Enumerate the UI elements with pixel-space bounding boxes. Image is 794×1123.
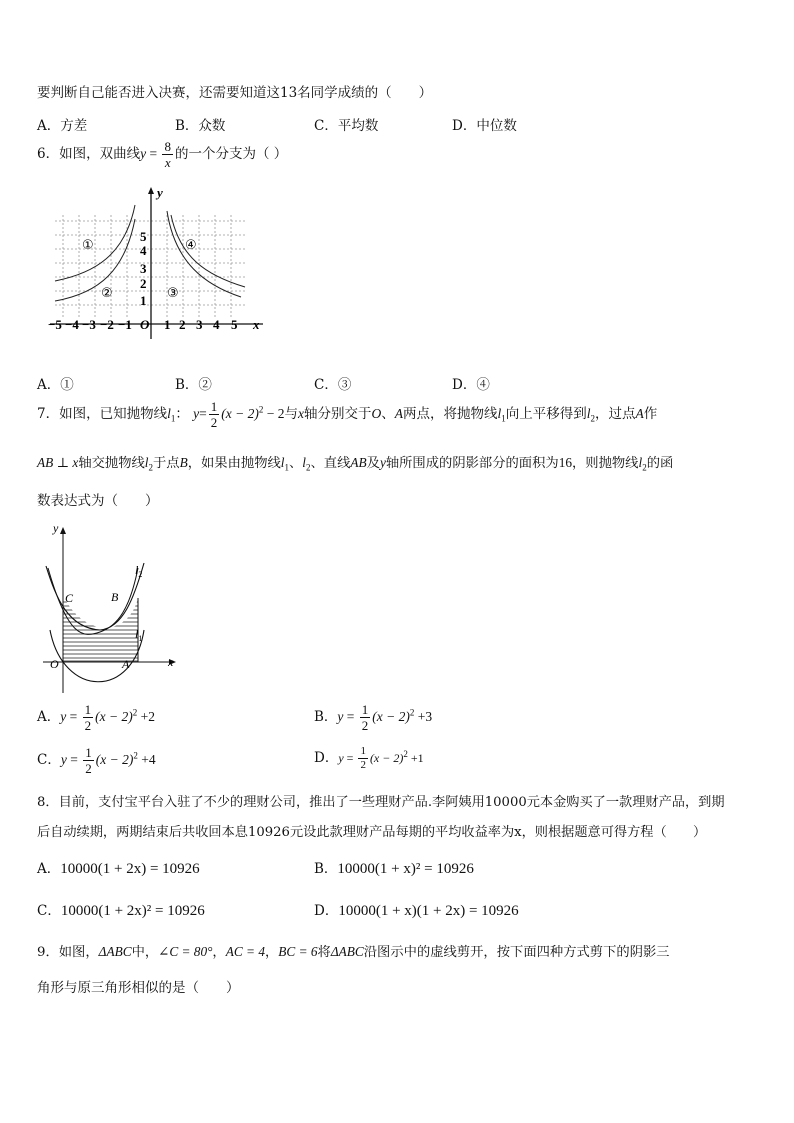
q6-tick-x: 2 xyxy=(179,317,186,332)
q7-point-a-label: A xyxy=(122,657,130,671)
q6-option-a: A．① xyxy=(37,377,74,393)
q8-option-c: C．10000(1 + 2x)² = 10926 xyxy=(37,903,205,919)
q6-tick-x: 4 xyxy=(213,317,220,332)
q7-y-label: y xyxy=(53,521,59,535)
q8-option-a: A．10000(1 + 2x) = 10926 xyxy=(37,861,200,877)
q6-branch-4 xyxy=(171,215,245,287)
q6-branch-label-4: ④ xyxy=(185,238,197,253)
q7-option-d: D．y = $\frac{1}{2}$ $(x - 2)^2 +1$ xyxy=(314,745,424,771)
q7-y-arrow xyxy=(60,527,66,534)
q6-fraction: $\frac{8}{x}$ xyxy=(164,139,171,170)
q5-option-d: D．中位数 xyxy=(452,118,517,134)
q7-option-c: C．y = $\frac{1}{2}$ $(x - 2)^2 +4$ xyxy=(37,745,156,776)
q7-l2-label: $l_2$ xyxy=(135,563,143,579)
q7-parabola-graph xyxy=(38,518,188,698)
q8-stem-line1: 8．目前，支付宝平台入驻了不少的理财公司，推出了一些理财产品.李阿姨用10000元本金购买了一款理财产品，到期 xyxy=(37,795,725,810)
q6-option-d: D．④ xyxy=(452,377,490,393)
q7-origin-label: O xyxy=(50,657,59,671)
q7-l1-label: $l_1$ xyxy=(135,627,143,643)
q6-tick-x: −4 xyxy=(65,317,79,332)
q6-option-c: C．③ xyxy=(314,377,352,393)
q7-stem-line2: AB ⊥ x轴交抛物线$l_2$于点B，如果由抛物线$l_1$、$l_2$、直线AB及y轴所围成的阴影部分的面积为16，则抛物线$l_2$的函 xyxy=(37,455,674,473)
q6-stem: 6．如图，双曲线y = $\frac{8}{x}$ 的一个分支为（ ） xyxy=(37,139,288,170)
q6-hyperbola-graph xyxy=(45,185,275,345)
q6-tick-x: 5 xyxy=(231,317,238,332)
q5-option-a: A．方差 xyxy=(37,118,88,134)
q8-stem-line2: 后自动续期，两期结束后共收回本息10926元设此款理财产品每期的平均收益率为x，则根据题意可得方程（ ） xyxy=(37,825,707,840)
q7-stem-line3: 数表达式为（ ） xyxy=(37,493,159,509)
q8-option-d: D．10000(1 + x)(1 + 2x) = 10926 xyxy=(314,903,519,919)
q8-option-b: B．10000(1 + x)² = 10926 xyxy=(314,861,474,877)
q6-tick-y: 4 xyxy=(140,243,147,258)
q6-y-arrow xyxy=(148,187,154,194)
q6-branch-label-2: ② xyxy=(101,286,113,301)
q6-y-label: y xyxy=(157,185,163,200)
q7-fraction: $\frac{1}{2}$ xyxy=(210,399,218,430)
q7-point-b-label: B xyxy=(111,590,119,604)
q6-tick-x: −3 xyxy=(82,317,96,332)
q6-branch-label-3: ③ xyxy=(167,286,179,301)
q5-option-b: B．众数 xyxy=(175,118,226,134)
q6-option-b: B．② xyxy=(175,377,212,393)
q6-tick-y: 1 xyxy=(140,293,147,308)
q6-tick-y: 3 xyxy=(140,261,147,276)
q6-tick-y: 2 xyxy=(140,276,147,291)
q7-stem-line1: 7．如图，已知抛物线$l_1$： y= $\frac{1}{2}$ $(x - 2)^2 - 2$与x轴分别交于O、A两点，将抛物线$l_1$向上平移得到$l_2$，过点A作 xyxy=(37,399,658,430)
q6-tick-x: 1 xyxy=(164,317,171,332)
q6-tick-x: −2 xyxy=(100,317,114,332)
q6-grid xyxy=(55,215,245,319)
q6-tick-y: 5 xyxy=(140,229,147,244)
q6-x-label: x xyxy=(253,317,260,332)
q7-point-c-label: C xyxy=(65,591,74,605)
q6-tick-x: −1 xyxy=(118,317,132,332)
q7-x-label: x xyxy=(168,655,174,669)
q5-option-c: C．平均数 xyxy=(314,118,379,134)
q9-stem-line1: 9．如图，ΔABC中，∠C = 80°，AC = 4，BC = 6将ΔABC沿图示中的虚线剪开，按下面四种方式剪下的阴影三 xyxy=(37,944,670,960)
q9-stem-line2: 角形与原三角形相似的是（ ） xyxy=(37,980,240,996)
q7-option-a: A．y = $\frac{1}{2}$ $(x - 2)^2 +2$ xyxy=(37,702,155,733)
q7-parabola-l2-outline xyxy=(46,563,144,630)
q5-stem-line: 要判断自己能否进入决赛，还需要知道这13名同学成绩的（ ） xyxy=(37,85,433,101)
q6-tick-x: −5 xyxy=(48,317,62,332)
q6-branch-label-1: ① xyxy=(82,238,94,253)
q7-parabola-l2 xyxy=(48,568,138,634)
q7-option-b: B．y = $\frac{1}{2}$ $(x - 2)^2 +3$ xyxy=(314,702,433,733)
q6-origin-label: O xyxy=(140,317,150,332)
q6-tick-x: 3 xyxy=(196,317,203,332)
q6-branch-3 xyxy=(167,211,241,297)
